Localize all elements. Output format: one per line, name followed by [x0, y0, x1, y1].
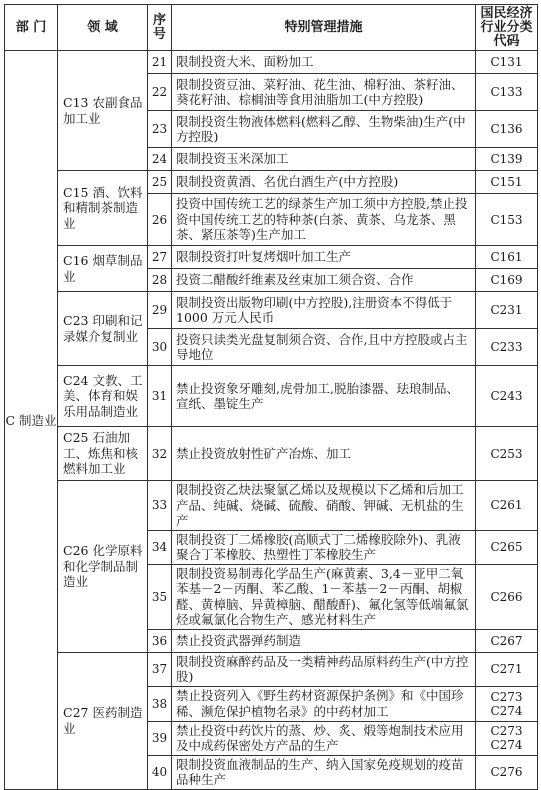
code-cell: [476, 246, 538, 269]
code-cell: [476, 366, 538, 427]
measure-cell: 禁止投资武器弹药制造: [172, 629, 476, 652]
seq-cell: 35: [148, 564, 172, 629]
seq-cell: 23: [148, 111, 172, 148]
code-cell: [476, 269, 538, 292]
seq-cell: 36: [148, 629, 172, 652]
code-cell: [476, 652, 538, 686]
code-cell: [476, 171, 538, 194]
code-value: C169: [490, 273, 523, 287]
seq-cell: 37: [148, 652, 172, 686]
code-value: C131: [490, 55, 523, 69]
code-cell: [476, 481, 538, 531]
field-c15: C15 酒、饮料和精制茶制造业: [58, 171, 148, 246]
seq-cell: 22: [148, 74, 172, 111]
header-dept: 部 门: [5, 5, 58, 51]
code-cell: [476, 148, 538, 171]
measure-cell: 限制投资豆油、菜籽油、花生油、棉籽油、茶籽油、葵花籽油、棕榈油等食用油脂加工(中方控股): [172, 74, 476, 111]
code-value: C273: [490, 689, 523, 704]
header-code-line-3: 代码: [493, 33, 520, 49]
field-c23: C23 印刷和记录媒介复制业: [58, 292, 148, 366]
code-cell: [476, 74, 538, 111]
measure-cell: 限制投资乙炔法聚氯乙烯以及规模以下乙烯和后加工产品、纯碱、烧碱、硫酸、硝酸、钾碱、无机盐的生产: [172, 481, 476, 531]
field-c25: C25 石油加工、炼焦和核燃料加工业: [58, 427, 148, 481]
seq-cell: 34: [148, 530, 172, 564]
seq-cell: 26: [148, 194, 172, 246]
code-value: C233: [490, 340, 523, 354]
seq-cell: 32: [148, 427, 172, 481]
header-code-line-2: 行业分类: [480, 19, 533, 35]
code-value: C271: [490, 662, 523, 676]
code-cell: [476, 329, 538, 366]
measure-cell: 限制投资生物液体燃料(燃料乙醇、生物柴油)生产(中方控股): [172, 111, 476, 148]
code-cell: [476, 721, 538, 755]
measure-cell: 投资中国传统工艺的绿茶生产加工须中方控股,禁止投资中国传统工艺的特种茶(白茶、黄茶、乌龙茶、黑茶、紧压茶等)生产加工: [172, 194, 476, 246]
seq-cell: 30: [148, 329, 172, 366]
code-value: C253: [490, 446, 523, 461]
measure-cell: 限制投资大米、面粉加工: [172, 51, 476, 74]
measure-cell: 禁止投资中药饮片的蒸、炒、炙、煅等炮制技术应用及中成药保密处方产品的生产: [172, 721, 476, 755]
code-value: C153: [490, 212, 523, 227]
code-value: C231: [490, 303, 523, 317]
code-value: C267: [490, 633, 523, 648]
measure-cell: 限制投资出版物印刷(中方控股),注册资本不得低于 1000 万元人民币: [172, 292, 476, 329]
seq-cell: 24: [148, 148, 172, 171]
measure-cell: 限制投资黄酒、名优白酒生产(中方控股): [172, 171, 476, 194]
code-value: C161: [490, 250, 523, 264]
code-cell: [476, 629, 538, 652]
measure-cell: 禁止投资列入《野生药材资源保护条例》和《中国珍稀、濒危保护植物名录》的中药材加工: [172, 686, 476, 721]
measure-cell: 限制投资易制毒化学品生产(麻黄素、3,4－亚甲二氧苯基－2－丙酮、苯乙酸、1－苯基－2－丙酮、胡椒醛、黄樟脑、异黄樟脑、醋酸酐)、氟化氢等低端氟氯烃或氟氯化合物生产、感光材料生产: [172, 564, 476, 629]
code-value: C133: [490, 85, 523, 99]
header-field: 领 域: [58, 5, 148, 51]
header-code: [476, 5, 538, 51]
header-row: [5, 5, 538, 51]
special-measures-table: [4, 4, 538, 790]
seq-cell: 40: [148, 755, 172, 789]
table-row: [5, 292, 538, 329]
seq-cell: 38: [148, 686, 172, 721]
code-value: C151: [490, 175, 523, 189]
code-value: C273: [490, 724, 523, 738]
dept-cell: C 制造业: [5, 51, 58, 790]
measure-cell: 禁止投资象牙雕刻,虎骨加工,脱胎漆器、珐琅制品、宣纸、墨锭生产: [172, 366, 476, 427]
measure-cell: 禁止投资放射性矿产冶炼、加工: [172, 427, 476, 481]
seq-cell: 29: [148, 292, 172, 329]
measure-cell: 投资二醋酸纤维素及丝束加工须合资、合作: [172, 269, 476, 292]
code-value: C274: [490, 703, 523, 718]
field-c24: C24 文教、工美、体育和娱乐用品制造业: [58, 366, 148, 427]
table-row: [5, 481, 538, 531]
code-value: C136: [490, 122, 523, 136]
measure-cell: 限制投资血液制品的生产、纳入国家免疫规划的疫苗品种生产: [172, 755, 476, 789]
table-row: [5, 652, 538, 686]
seq-cell: 33: [148, 481, 172, 531]
seq-cell: 27: [148, 246, 172, 269]
table-row: [5, 366, 538, 427]
header-code-line-1: 国民经济: [480, 5, 533, 21]
code-cell: [476, 755, 538, 789]
field-c27: C27 医药制造业: [58, 652, 148, 789]
header-seq: 序号: [148, 5, 172, 51]
code-value: C261: [490, 498, 523, 513]
code-cell: [476, 564, 538, 629]
table-row: [5, 246, 538, 269]
measure-cell: 限制投资麻醉药品及一类精神药品原料药生产(中方控股): [172, 652, 476, 686]
code-value: C265: [490, 540, 523, 554]
seq-cell: 39: [148, 721, 172, 755]
code-value: C274: [490, 738, 523, 752]
field-c13: C13 农副食品加工业: [58, 51, 148, 171]
code-cell: [476, 51, 538, 74]
field-c16: C16 烟草制品业: [58, 246, 148, 292]
code-cell: [476, 530, 538, 564]
measure-cell: 投资只读类光盘复制须合资、合作,且中方控股或占主导地位: [172, 329, 476, 366]
field-c26: C26 化学原料和化学制品制造业: [58, 481, 148, 653]
code-cell: [476, 292, 538, 329]
code-cell: [476, 111, 538, 148]
header-measure: 特别管理措施: [172, 5, 476, 51]
code-value: C266: [490, 589, 523, 604]
code-cell: [476, 194, 538, 246]
seq-cell: 31: [148, 366, 172, 427]
table-row: [5, 171, 538, 194]
code-value: C139: [490, 152, 523, 166]
measure-cell: 限制投资丁二烯橡胶(高顺式丁二烯橡胶除外)、乳液聚合丁苯橡胶、热塑性丁苯橡胶生产: [172, 530, 476, 564]
seq-cell: 28: [148, 269, 172, 292]
seq-cell: 21: [148, 51, 172, 74]
code-cell: [476, 427, 538, 481]
code-value: C276: [490, 765, 523, 779]
measure-cell: 限制投资玉米深加工: [172, 148, 476, 171]
measure-cell: 限制投资打叶复烤烟叶加工生产: [172, 246, 476, 269]
table-row: [5, 427, 538, 481]
seq-cell: 25: [148, 171, 172, 194]
code-cell: [476, 686, 538, 721]
code-value: C243: [490, 389, 523, 403]
table-row: [5, 51, 538, 74]
